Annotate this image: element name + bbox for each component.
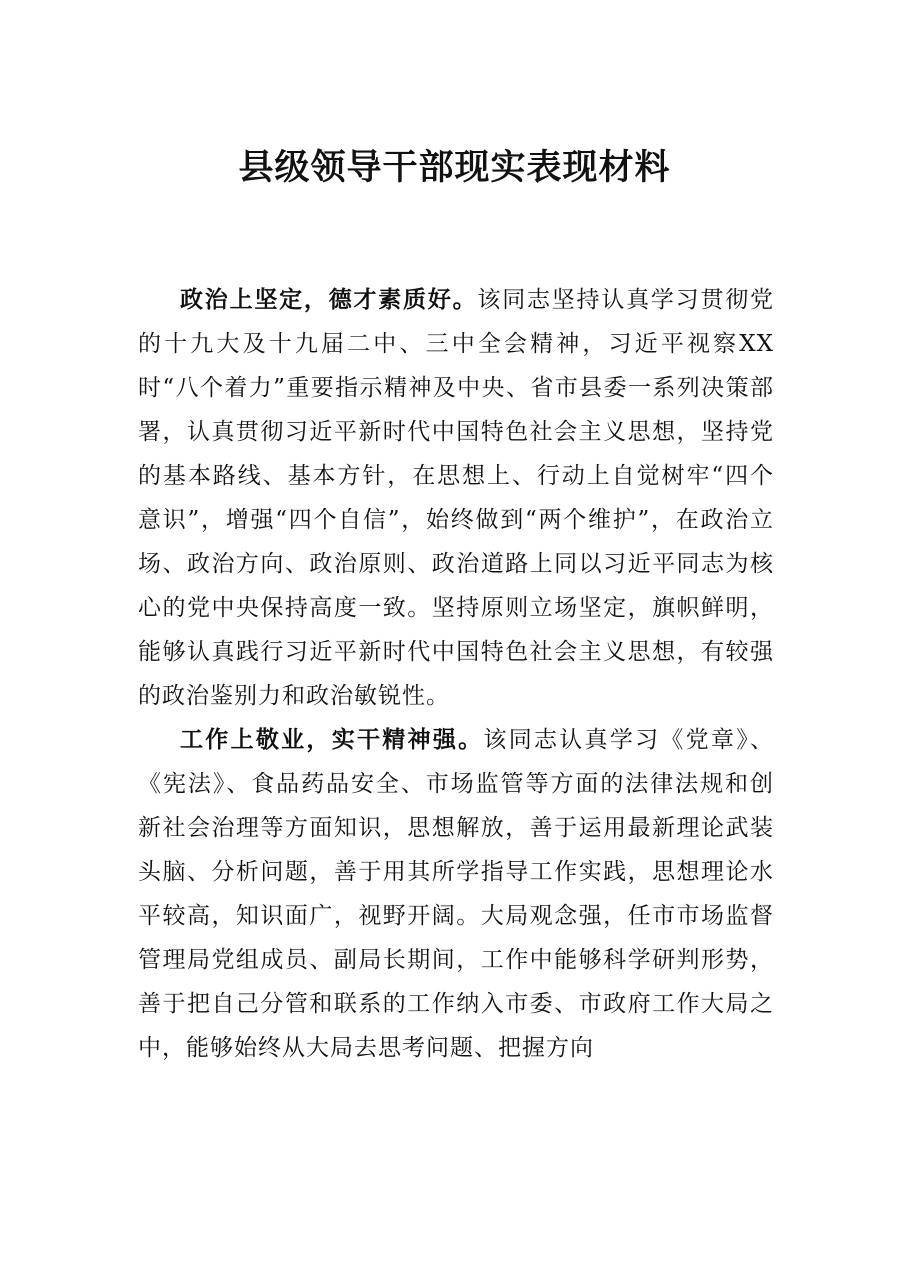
document-body <box>138 278 774 1070</box>
document-title: 县级领导干部现实表现材料 <box>238 147 671 188</box>
paragraph-lead: 政治上坚定，德才素质好。 <box>180 286 478 313</box>
paragraph-text: 该同志坚持认真学习贯彻党的十九大及十九届二中、三中全会精神，习近平视察XX时“八个着力”重要指示精神及中央、省市县委一系列决策部署，认真贯彻习近平新时代中国特色社会主义思想，坚持党的基本路线、基本方针，在思想上、行动上自觉树牢“四个意识”，增强“四个自信”，始终做到“两个维护”，在政治立场、政治方向、政治原则、政治道路上同以习近平同志为核心的党中央保持高度一致。坚持原则立场坚定，旗帜鲜明，能够认真践行习近平新时代中国特色社会主义思想，有较强的政治鉴别力和政治敏锐性。 <box>138 287 775 709</box>
paragraph-lead: 工作上敬业，实干精神强。 <box>180 726 484 753</box>
paragraph-work <box>138 718 774 1070</box>
paragraph-political <box>138 278 774 718</box>
paragraph-text: 该同志认真学习《党章》、《宪法》、食品药品安全、市场监管等方面的法律法规和创新社会治理等方面知识，思想解放，善于运用最新理论武装头脑、分析问题，善于用其所学指导工作实践，思想理论水平较高，知识面广，视野开阔。大局观念强，任市市场监督管理局党组成员、副局长期间，工作中能够科学研判形势，善于把自己分管和联系的工作纳入市委、市政府工作大局之中，能够始终从大局去思考问题、把握方向 <box>138 727 775 1061</box>
